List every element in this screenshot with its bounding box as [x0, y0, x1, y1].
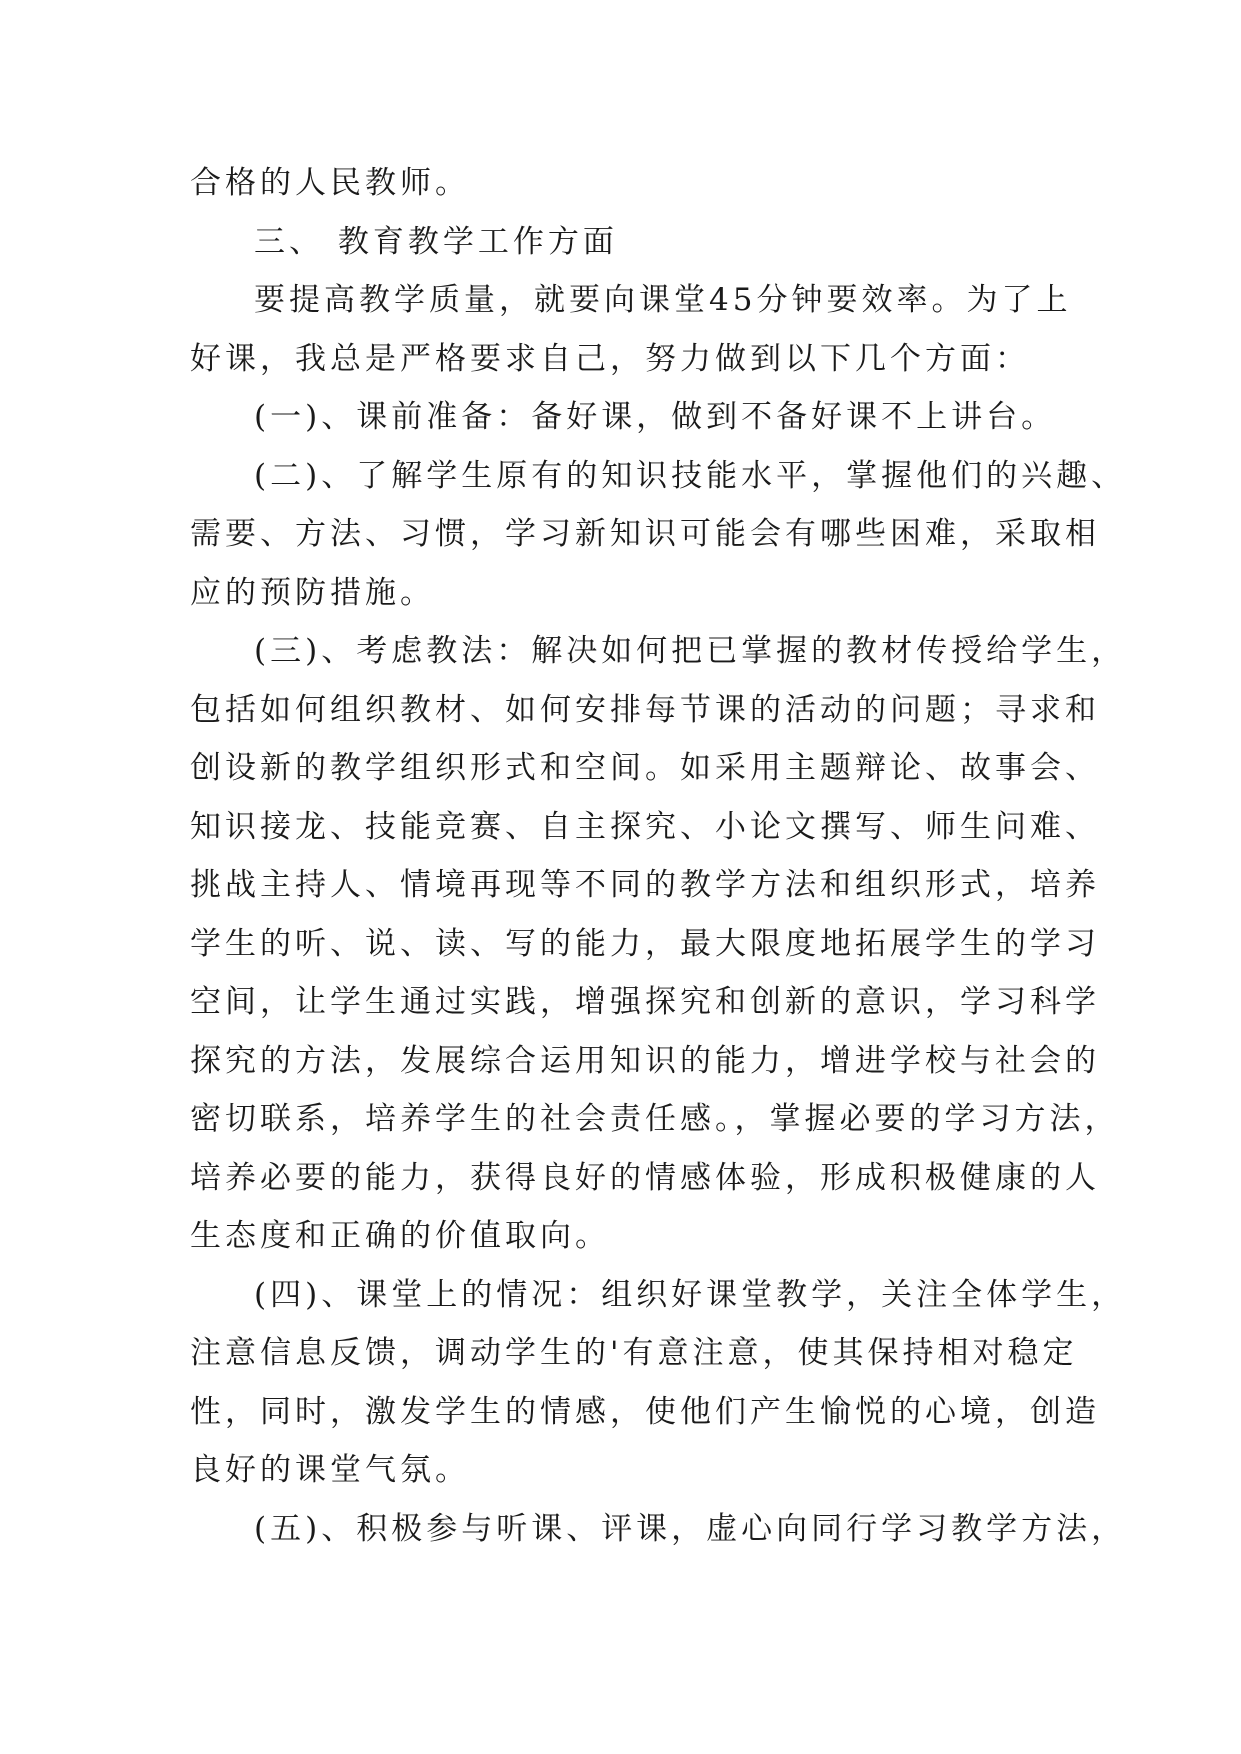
- body-text: [190, 154, 1127, 1558]
- text-line: 需要、方法、习惯，学习新知识可能会有哪些困难，采取相: [190, 516, 1100, 552]
- text-line: (三)、考虑教法：解决如何把已掌握的教材传授给学生，: [254, 633, 1127, 669]
- text-line: (一)、课前准备：备好课，做到不备好课不上讲台。: [254, 399, 1057, 435]
- text-line: 知识接龙、技能竞赛、自主探究、小论文撰写、师生问难、: [190, 808, 1100, 845]
- text-line: 探究的方法，发展综合运用知识的能力，增进学校与社会的: [190, 1042, 1100, 1079]
- text-line: 创设新的教学组织形式和空间。如采用主题辩论、故事会、: [190, 750, 1100, 786]
- text-line: 生态度和正确的价值取向。: [190, 1218, 610, 1254]
- text-line: 学生的听、说、读、写的能力，最大限度地拓展学生的学习: [190, 925, 1100, 962]
- text-line: 要提高教学质量，就要向课堂45分钟要效率。为了上: [254, 282, 1072, 318]
- text-line: 空间，让学生通过实践，增强探究和创新的意识，学习科学: [190, 984, 1100, 1020]
- text-line: (二)、了解学生原有的知识技能水平，掌握他们的兴趣、: [254, 457, 1127, 494]
- text-line: 好课，我总是严格要求自己，努力做到以下几个方面：: [190, 340, 1030, 377]
- text-line: 包括如何组织教材、如何安排每节课的活动的问题；寻求和: [190, 691, 1100, 728]
- section-heading: 三、 教育教学工作方面: [254, 223, 618, 260]
- text-line: (五)、积极参与听课、评课，虚心向同行学习教学方法，: [254, 1510, 1127, 1547]
- text-line: 密切联系，培养学生的社会责任感。，掌握必要的学习方法，: [190, 1101, 1120, 1137]
- text-line: 良好的课堂气氛。: [190, 1452, 470, 1488]
- text-line: (四)、课堂上的情况：组织好课堂教学，关注全体学生，: [254, 1276, 1127, 1313]
- text-line: 培养必要的能力，获得良好的情感体验，形成积极健康的人: [190, 1159, 1100, 1196]
- text-line: 注意信息反馈，调动学生的'有意注意，使其保持相对稳定: [190, 1335, 1078, 1371]
- text-line: 挑战主持人、情境再现等不同的教学方法和组织形式，培养: [190, 867, 1100, 903]
- text-line: 性，同时，激发学生的情感，使他们产生愉悦的心境，创造: [190, 1393, 1100, 1430]
- text-line: 合格的人民教师。: [190, 165, 470, 201]
- text-line: 应的预防措施。: [190, 574, 435, 611]
